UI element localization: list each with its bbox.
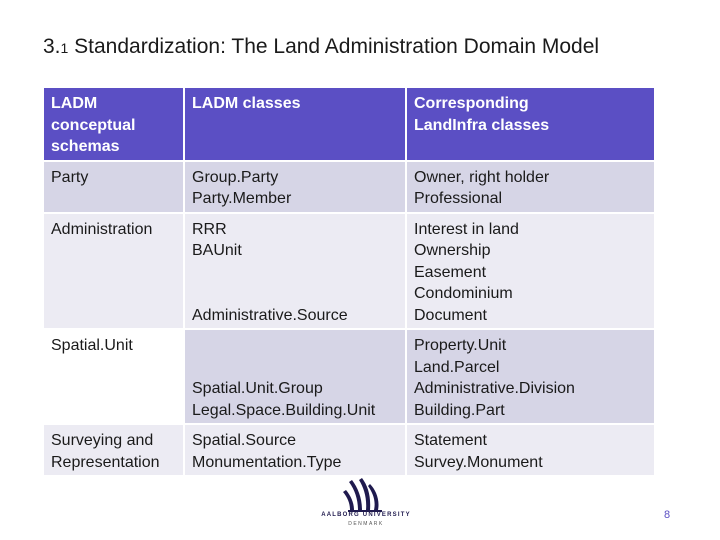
- cell-ladm-class-bottom: Administrative.Source: [192, 306, 348, 324]
- table-row: [43, 161, 655, 213]
- cell-ladm-class: Group.Party Party.Member: [184, 161, 406, 213]
- header-landinfra-classes: Corresponding LandInfra classes: [406, 87, 655, 161]
- cell-schema: Party: [43, 161, 184, 213]
- title-sub-number: 1: [60, 40, 69, 56]
- cell-ladm-class: Spatial.Source Monumentation.Type: [184, 424, 406, 476]
- cell-landinfra-class: Owner, right holder Professional: [406, 161, 655, 213]
- table-header-row: [43, 87, 655, 161]
- logo-name: AALBORG UNIVERSITY: [321, 512, 411, 518]
- cell-schema: Surveying and Representation: [43, 424, 184, 476]
- cell-ladm-class-top: RRR BAUnit: [192, 220, 242, 259]
- table-row: [43, 329, 655, 424]
- slide-title: [43, 35, 599, 59]
- cell-ladm-class-text: Spatial.Unit.Group Legal.Space.Building.Unit: [192, 380, 376, 419]
- header-ladm-schemas: LADM conceptual schemas: [43, 87, 184, 161]
- cell-landinfra-class: Property.Unit Land.Parcel Administrative.Division Building.Part: [406, 329, 655, 424]
- title-number: 3.: [43, 35, 61, 58]
- cell-ladm-class: [184, 213, 406, 330]
- cell-ladm-class: [184, 329, 406, 424]
- cell-schema: Spatial.Unit: [43, 329, 184, 424]
- page-number: 8: [664, 509, 671, 521]
- cell-landinfra-class: Statement Survey.Monument: [406, 424, 655, 476]
- header-ladm-classes: LADM classes: [184, 87, 406, 161]
- title-text: Standardization: The Land Administration Domain Model: [68, 35, 600, 58]
- table-row: [43, 213, 655, 330]
- cell-schema: Administration: [43, 213, 184, 330]
- table-row: [43, 424, 655, 476]
- cell-landinfra-class: Interest in land Ownership Easement Condominium Document: [406, 213, 655, 330]
- ladm-comparison-table: [42, 86, 656, 477]
- logo-subtitle: DENMARK: [348, 521, 384, 527]
